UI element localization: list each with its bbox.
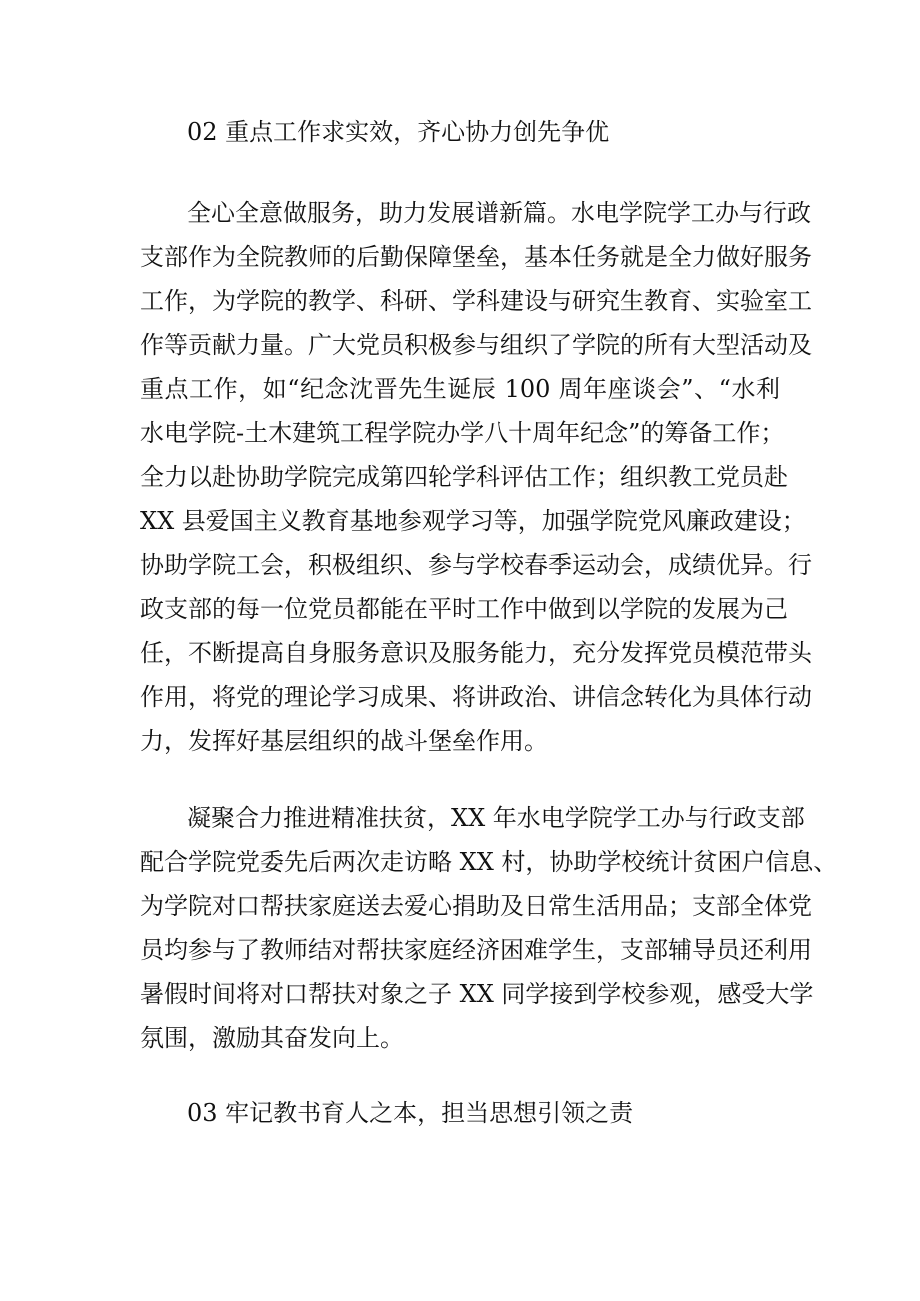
paragraph-line: 力，发挥好基层组织的战斗堡垒作用。 bbox=[140, 727, 548, 755]
paragraph-line: 协助学院工会，积极组织、参与学校春季运动会，成绩优异。行 bbox=[140, 551, 812, 579]
paragraph-line: 员均参与了教师结对帮扶家庭经济困难学生，支部辅导员还利用 bbox=[140, 936, 812, 964]
paragraph-line: 水电学院-土木建筑工程学院办学八十周年纪念”的筹备工作； bbox=[140, 419, 785, 447]
paragraph-line: 全力以赴协助学院完成第四轮学科评估工作；组织教工党员赴 bbox=[140, 463, 788, 491]
paragraph-line: 暑假时间将对口帮扶对象之子 XX 同学接到学校参观，感受大学 bbox=[140, 980, 814, 1008]
paragraph-line: 凝聚合力推进精准扶贫，XX 年水电学院学工办与行政支部 bbox=[187, 804, 805, 832]
paragraph-line: 任，不断提高自身服务意识及服务能力，充分发挥党员模范带头 bbox=[140, 639, 812, 667]
paragraph-line: 配合学院党委先后两次走访略 XX 村，协助学校统计贫困户信息、 bbox=[140, 848, 838, 876]
paragraph-line: 作用，将党的理论学习成果、将讲政治、讲信念转化为具体行动 bbox=[140, 683, 812, 711]
paragraph-line: XX 县爱国主义教育基地参观学习等，加强学院党风廉政建设； bbox=[140, 507, 806, 535]
paragraph-line: 氛围，激励其奋发向上。 bbox=[140, 1024, 404, 1052]
paragraph-line: 支部作为全院教师的后勤保障堡垒，基本任务就是全力做好服务 bbox=[140, 243, 812, 271]
paragraph-line: 作等贡献力量。广大党员积极参与组织了学院的所有大型活动及 bbox=[140, 331, 812, 359]
paragraph-line: 全心全意做服务，助力发展谱新篇。水电学院学工办与行政 bbox=[187, 199, 811, 227]
paragraph-line: 政支部的每一位党员都能在平时工作中做到以学院的发展为己 bbox=[140, 595, 788, 623]
section-heading-02: 02 重点工作求实效，齐心协力创先争优 bbox=[187, 118, 610, 146]
paragraph-line: 为学院对口帮扶家庭送去爱心捐助及日常生活用品；支部全体党 bbox=[140, 892, 812, 920]
paragraph-line: 重点工作，如“纪念沈晋先生诞辰 100 周年座谈会”、“水利 bbox=[140, 375, 780, 403]
paragraph-line: 工作，为学院的教学、科研、学科建设与研究生教育、实验室工 bbox=[140, 287, 812, 315]
section-heading-03: 03 牢记教书育人之本，担当思想引领之责 bbox=[187, 1099, 634, 1127]
